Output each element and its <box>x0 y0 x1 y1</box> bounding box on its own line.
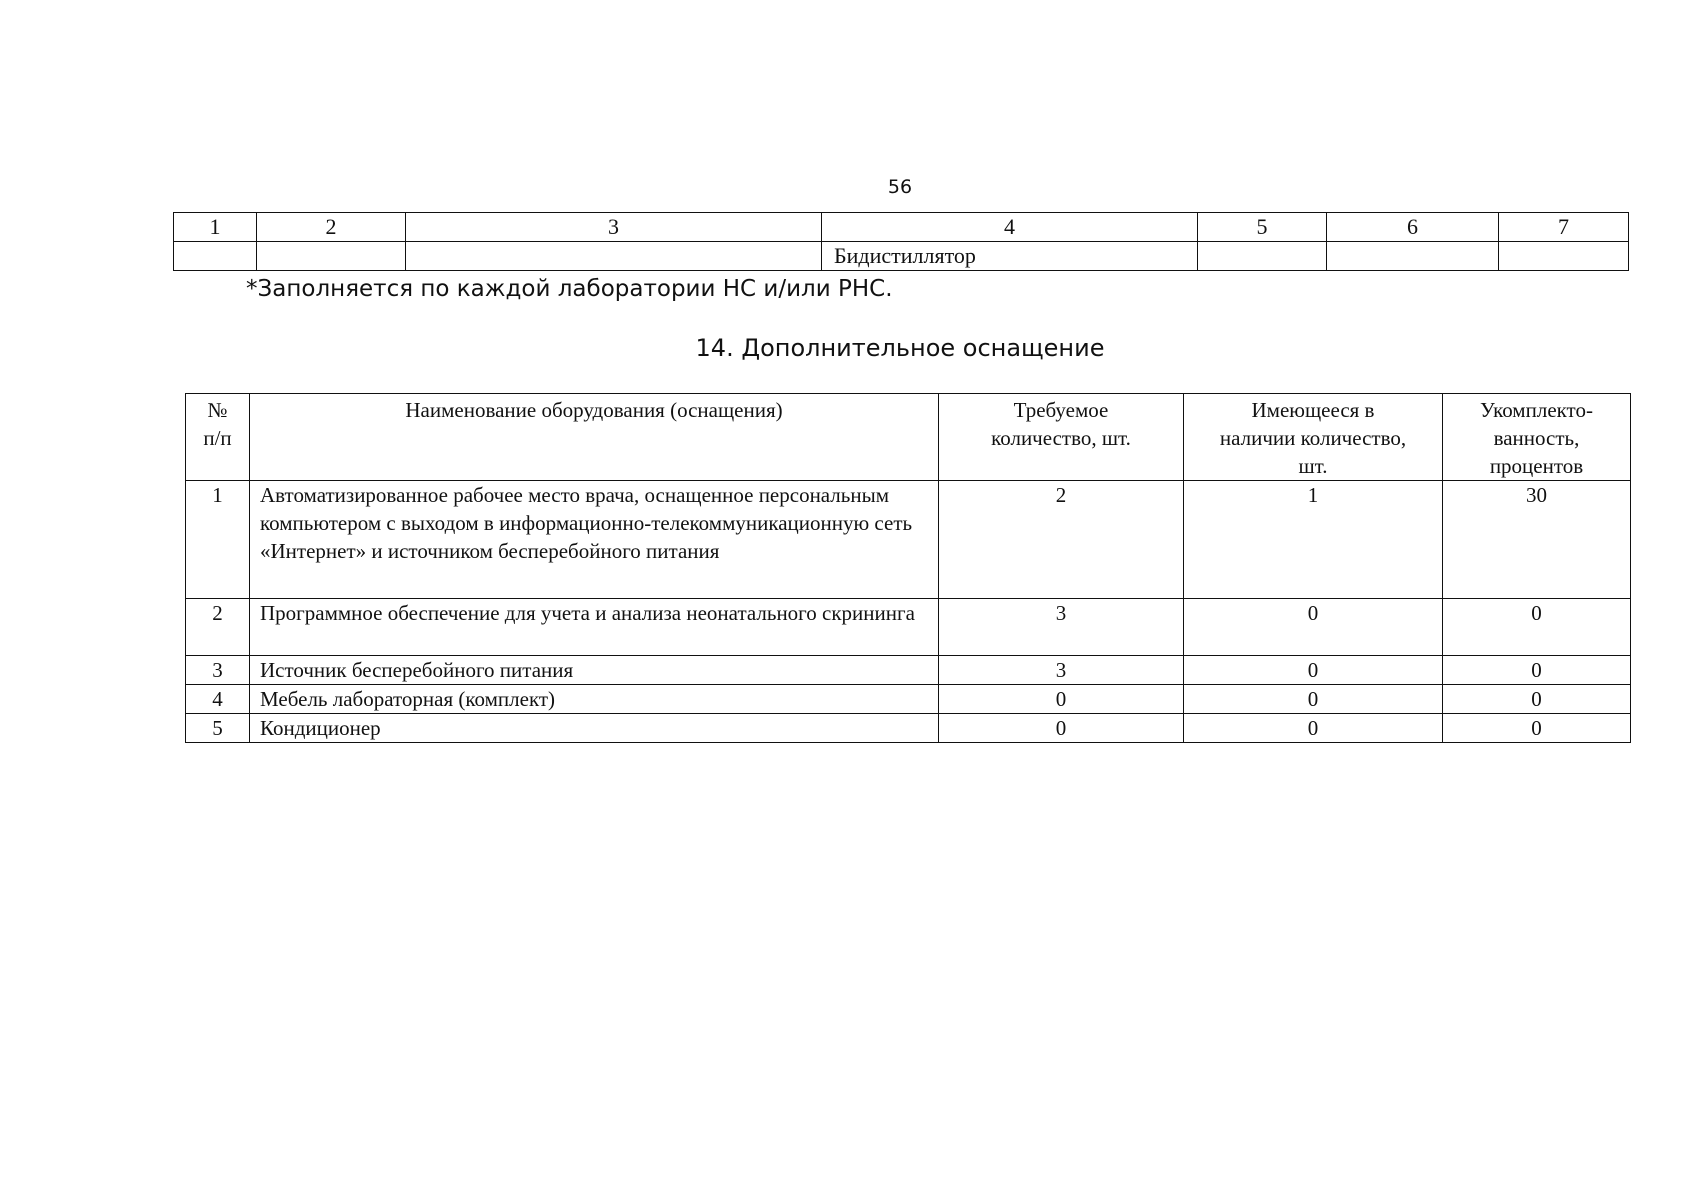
required-quantity: 0 <box>939 685 1184 714</box>
table-cell <box>1499 242 1629 271</box>
continuation-table <box>173 212 1629 271</box>
column-number: 1 <box>174 213 257 242</box>
completeness-percent: 0 <box>1443 714 1631 743</box>
column-number: 5 <box>1198 213 1327 242</box>
equipment-name: Программное обеспечение для учета и анализа неонатального скрининга <box>250 599 939 656</box>
completeness-percent: 0 <box>1443 685 1631 714</box>
row-number: 2 <box>186 599 250 656</box>
equipment-name-cell: Бидистиллятор <box>822 242 1198 271</box>
column-number: 4 <box>822 213 1198 242</box>
column-number-row <box>174 213 1629 242</box>
table-cell <box>1327 242 1499 271</box>
required-quantity: 3 <box>939 656 1184 685</box>
equipment-table <box>185 393 1631 743</box>
table-cell <box>257 242 406 271</box>
row-number: 3 <box>186 656 250 685</box>
table-cell <box>174 242 257 271</box>
header-required-quantity: Требуемое количество, шт. <box>939 394 1184 481</box>
header-number: № п/п <box>186 394 250 481</box>
equipment-name: Кондиционер <box>250 714 939 743</box>
header-available-quantity: Имеющееся в наличии количество, шт. <box>1184 394 1443 481</box>
column-number: 6 <box>1327 213 1499 242</box>
table-row <box>186 685 1631 714</box>
row-number: 5 <box>186 714 250 743</box>
available-quantity: 0 <box>1184 599 1443 656</box>
table-row <box>186 599 1631 656</box>
completeness-percent: 0 <box>1443 599 1631 656</box>
completeness-percent: 30 <box>1443 481 1631 599</box>
header-equipment-name: Наименование оборудования (оснащения) <box>250 394 939 481</box>
section-title: 14. Дополнительное оснащение <box>695 334 1105 362</box>
available-quantity: 0 <box>1184 714 1443 743</box>
required-quantity: 2 <box>939 481 1184 599</box>
page-number: 56 <box>887 176 913 198</box>
header-completeness-percent: Укомплекто- ванность, процентов <box>1443 394 1631 481</box>
equipment-name: Автоматизированное рабочее место врача, оснащенное персональным компьютером с выходом в информационно-телекоммуникационную сеть «Интернет» и источником бесперебойного питания <box>250 481 939 599</box>
completeness-percent: 0 <box>1443 656 1631 685</box>
required-quantity: 3 <box>939 599 1184 656</box>
table-cell <box>1198 242 1327 271</box>
available-quantity: 0 <box>1184 685 1443 714</box>
required-quantity: 0 <box>939 714 1184 743</box>
table-row <box>186 656 1631 685</box>
column-number: 2 <box>257 213 406 242</box>
table-cell <box>406 242 822 271</box>
equipment-name: Мебель лабораторная (комплект) <box>250 685 939 714</box>
table-row <box>186 714 1631 743</box>
footnote: *Заполняется по каждой лаборатории НС и/или РНС. <box>246 276 893 302</box>
available-quantity: 0 <box>1184 656 1443 685</box>
row-number: 4 <box>186 685 250 714</box>
table-row <box>174 242 1629 271</box>
column-number: 7 <box>1499 213 1629 242</box>
available-quantity: 1 <box>1184 481 1443 599</box>
row-number: 1 <box>186 481 250 599</box>
column-number: 3 <box>406 213 822 242</box>
equipment-name: Источник бесперебойного питания <box>250 656 939 685</box>
table-header-row <box>186 394 1631 481</box>
table-row <box>186 481 1631 599</box>
